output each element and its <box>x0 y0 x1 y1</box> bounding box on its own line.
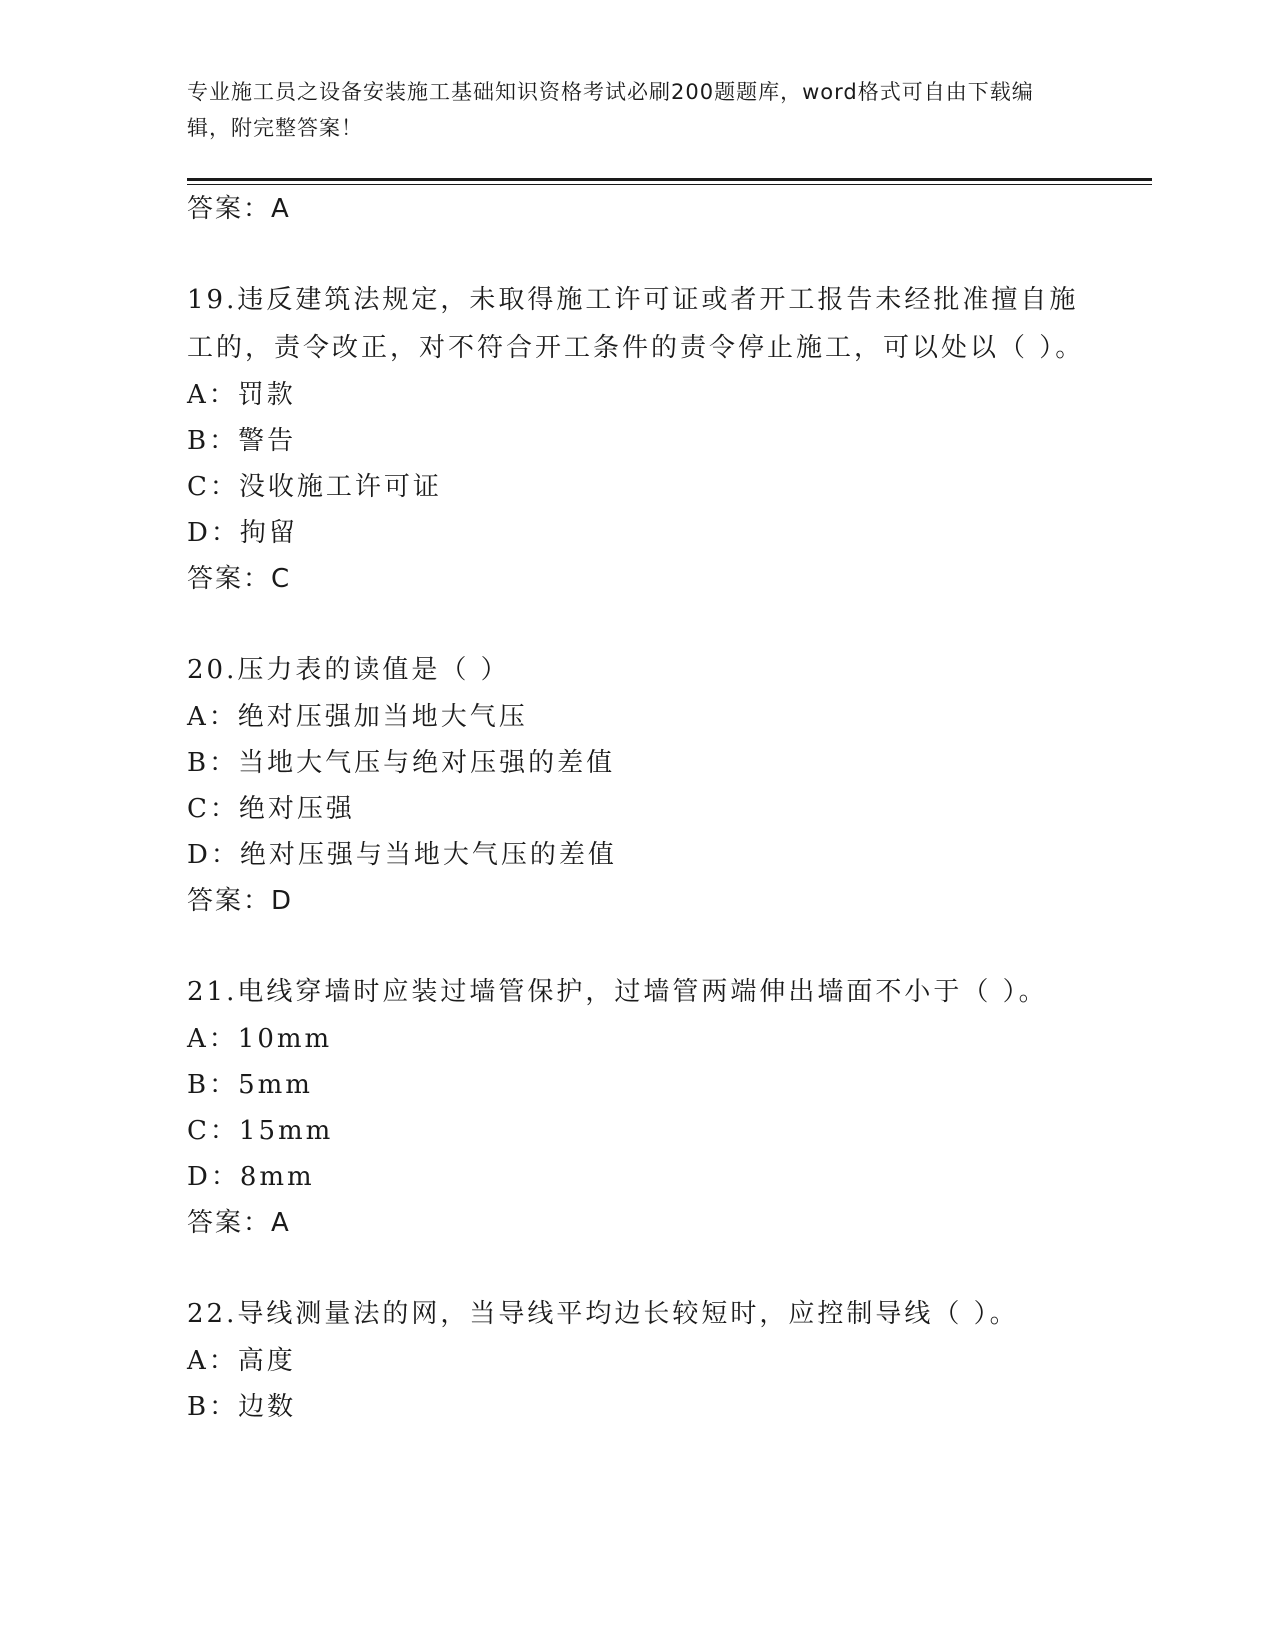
option-item <box>187 786 1107 832</box>
option-key: C： <box>187 1116 239 1146</box>
question-stem: 19.违反建筑法规定，未取得施工许可证或者开工报告未经批准擅自施工的，责令改正，对不符合开工条件的责令停止施工，可以处以（ ）。 <box>187 285 1085 363</box>
question-stem: 22.导线测量法的网，当导线平均边长较短时，应控制导线（ ）。 <box>187 1299 1019 1329</box>
option-text: 边数 <box>238 1392 297 1422</box>
answer-value: A <box>271 194 291 224</box>
option-item <box>187 1062 1107 1108</box>
option-item <box>187 694 1107 740</box>
option-key: B： <box>187 426 239 456</box>
option-key: B： <box>187 1070 239 1100</box>
question-stem: 20.压力表的读值是（ ） <box>187 655 510 685</box>
option-text: 当地大气压与绝对压强的差值 <box>238 748 616 778</box>
answer-value: D <box>271 886 294 916</box>
question-item <box>187 968 1107 1246</box>
option-item <box>187 1108 1107 1154</box>
document-body <box>187 186 1107 1430</box>
option-key: D： <box>187 840 240 870</box>
question-item <box>187 646 1107 924</box>
option-item <box>187 372 1107 418</box>
option-text: 5mm <box>238 1070 313 1100</box>
header-rule-thick <box>187 178 1152 181</box>
option-text: 10mm <box>237 1024 333 1054</box>
option-item <box>187 740 1107 786</box>
option-item <box>187 832 1107 878</box>
option-text: 绝对压强与当地大气压的差值 <box>239 840 617 870</box>
answer-label: 答案： <box>187 886 272 916</box>
option-text: 绝对压强 <box>238 794 355 824</box>
option-key: B： <box>187 1392 239 1422</box>
option-text: 罚款 <box>237 380 296 410</box>
option-key: A： <box>187 1346 238 1376</box>
answer-line <box>187 186 1107 232</box>
option-item <box>187 1016 1107 1062</box>
question-item <box>187 276 1107 602</box>
option-text: 高度 <box>237 1346 296 1376</box>
option-item <box>187 464 1107 510</box>
answer-line <box>187 878 1107 924</box>
answer-label: 答案： <box>187 564 272 594</box>
option-text: 警告 <box>238 426 297 456</box>
question-stem: 21.电线穿墙时应装过墙管保护，过墙管两端伸出墙面不小于（ ）。 <box>187 977 1048 1007</box>
option-item <box>187 1384 1107 1430</box>
document-header <box>187 74 1067 146</box>
option-key: D： <box>187 518 240 548</box>
option-text: 15mm <box>238 1116 334 1146</box>
option-text: 8mm <box>239 1162 315 1192</box>
header-rule-thin <box>187 184 1152 185</box>
question-item <box>187 1290 1107 1430</box>
option-key: A： <box>187 1024 238 1054</box>
answer-value: A <box>271 1208 291 1238</box>
option-key: B： <box>187 748 239 778</box>
option-text: 拘留 <box>239 518 298 548</box>
option-text: 绝对压强加当地大气压 <box>237 702 528 732</box>
option-item <box>187 1338 1107 1384</box>
option-item <box>187 510 1107 556</box>
option-key: C： <box>187 472 239 502</box>
answer-value: C <box>271 564 292 594</box>
header-text: 专业施工员之设备安装施工基础知识资格考试必刷200题题库，word格式可自由下载编辑，附完整答案！ <box>187 80 1034 140</box>
answer-line <box>187 1200 1107 1246</box>
option-key: A： <box>187 380 238 410</box>
answer-label: 答案： <box>187 194 272 224</box>
option-item <box>187 1154 1107 1200</box>
answer-label: 答案： <box>187 1208 272 1238</box>
option-key: D： <box>187 1162 240 1192</box>
option-key: C： <box>187 794 239 824</box>
answer-line <box>187 556 1107 602</box>
option-item <box>187 418 1107 464</box>
option-key: A： <box>187 702 238 732</box>
option-text: 没收施工许可证 <box>238 472 442 502</box>
